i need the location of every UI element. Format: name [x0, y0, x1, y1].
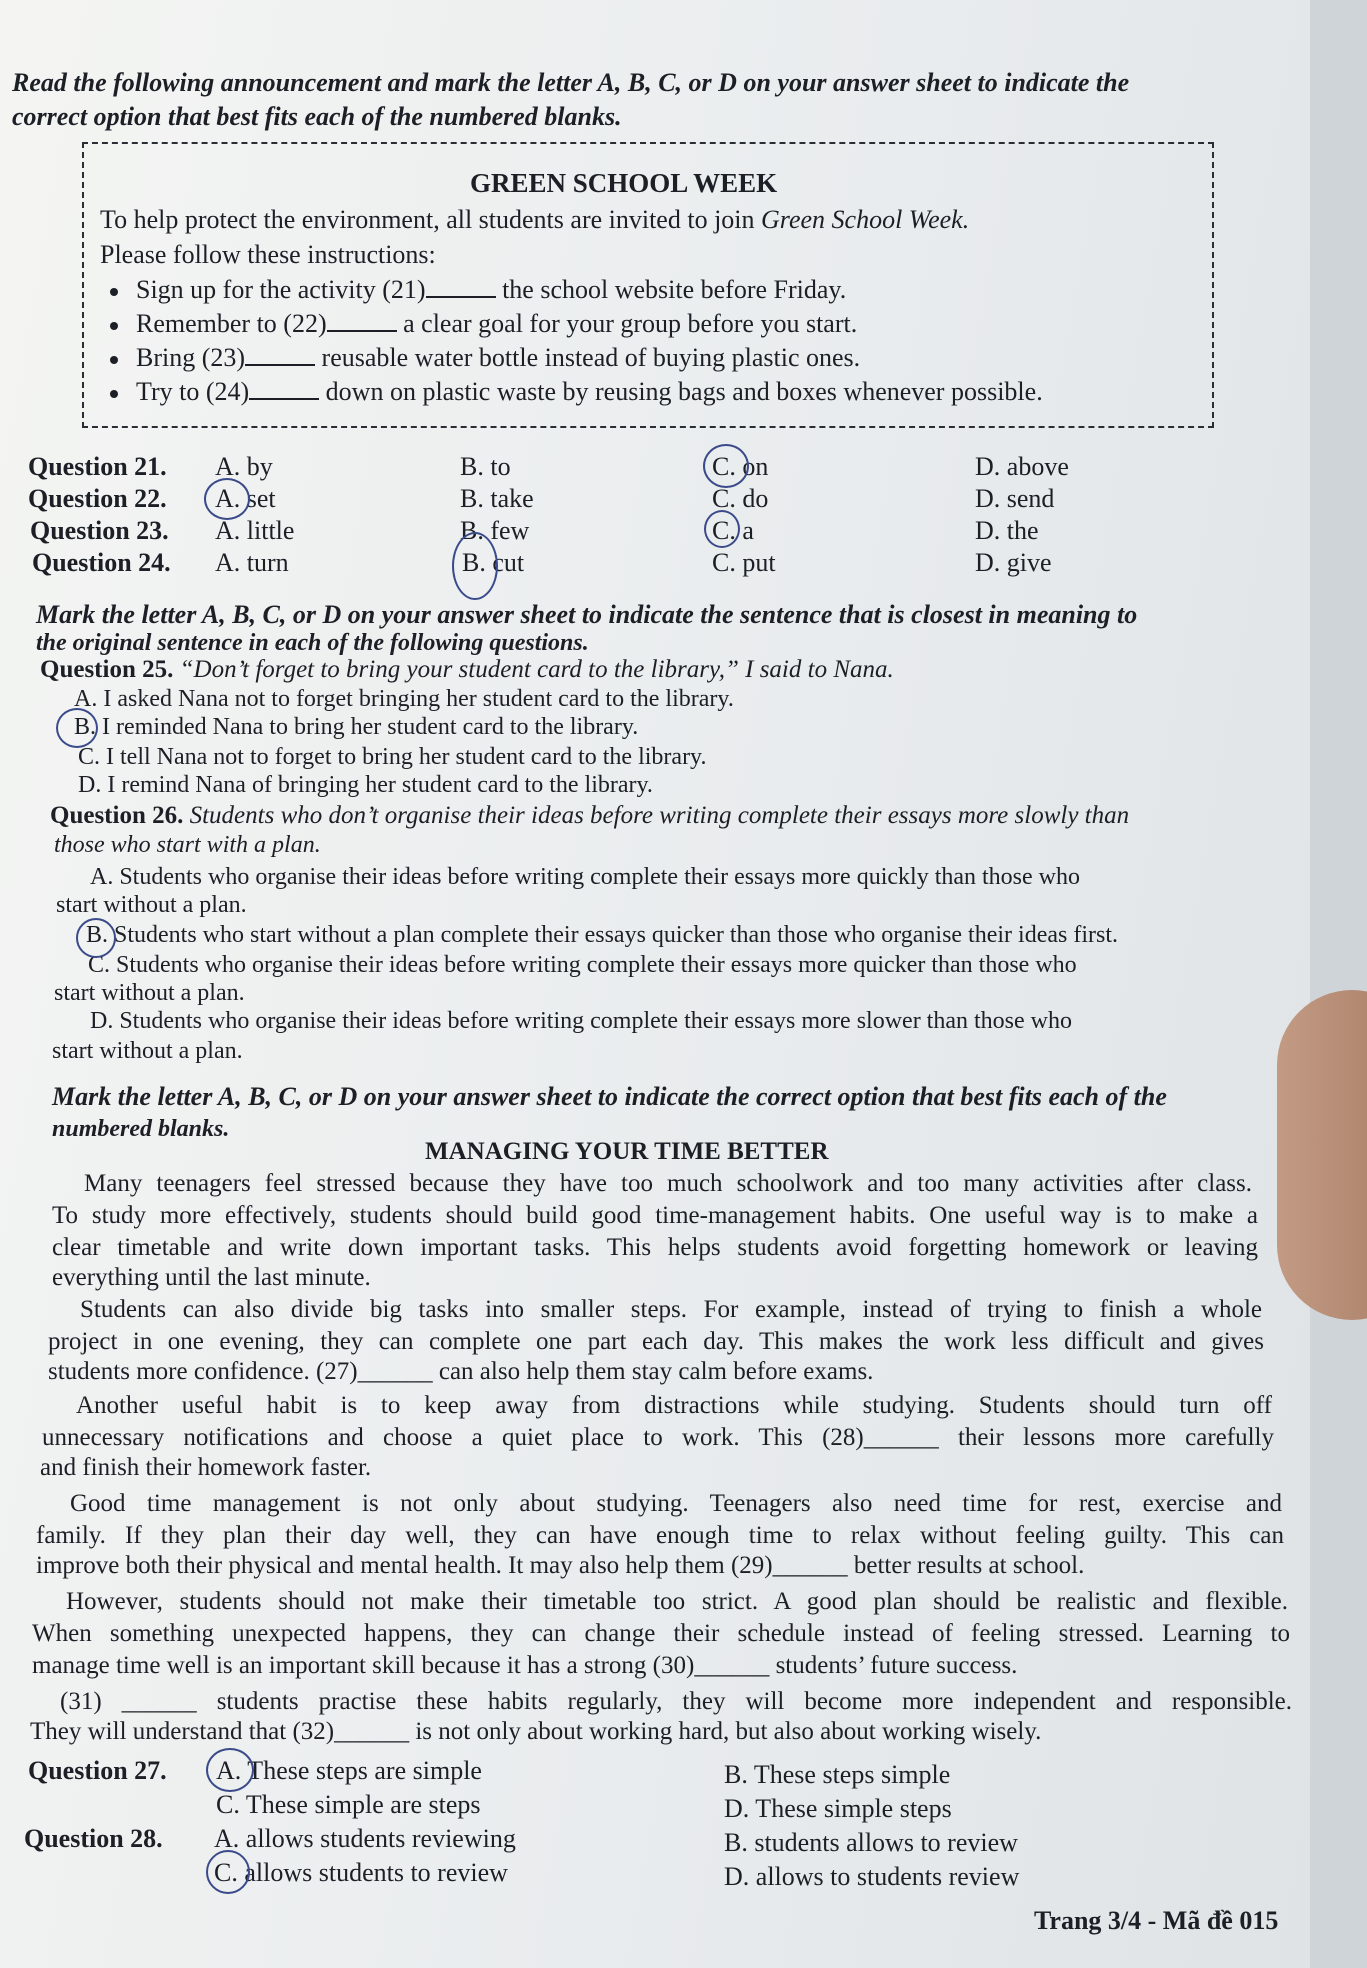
bullet-icon	[110, 356, 118, 364]
option-c[interactable]: C. put	[712, 548, 776, 577]
option-b[interactable]: B. few	[460, 516, 530, 545]
thumb	[1277, 990, 1367, 1320]
instruction-item	[110, 376, 1043, 407]
question-label: Question 24.	[32, 548, 171, 577]
passage-title: MANAGING YOUR TIME BETTER	[425, 1138, 829, 1165]
option-d-cont: start without a plan.	[52, 1038, 243, 1064]
option-a[interactable]: A. I asked Nana not to forget bringing her student card to the library.	[74, 686, 734, 712]
item-text: Remember to (22)	[136, 309, 327, 338]
instruction-item	[110, 308, 857, 339]
announcement-title: GREEN SCHOOL WEEK	[470, 168, 778, 198]
option-b[interactable]: B. Students who start without a plan complete their essays quicker than those who organise their ideas first.	[86, 922, 1119, 948]
option-d[interactable]: D. allows to students review	[724, 1862, 1020, 1891]
passage-line: unnecessary notifications and choose a quiet place to work. This (28)______ their lessons more carefully	[42, 1424, 1274, 1451]
bullet-icon	[110, 322, 118, 330]
option-a[interactable]: A. Students who organise their ideas before writing complete their essays more quickly than those who	[90, 864, 1080, 890]
page-footer: Trang 3/4 - Mã đề 015	[1034, 1906, 1279, 1935]
item-text: reusable water bottle instead of buying plastic ones.	[315, 343, 861, 372]
option-c[interactable]: C. on	[712, 452, 769, 481]
intro-text: To help protect the environment, all students are invited to join	[100, 205, 762, 234]
pen-circle-mark	[206, 1748, 254, 1792]
question-label: Question 28.	[24, 1824, 163, 1853]
option-d[interactable]: D. send	[975, 484, 1055, 513]
passage-line: family. If they plan their day well, they can have enough time to relax without feeling guilty. This can	[36, 1522, 1284, 1549]
instruction-line-2: the original sentence in each of the following questions.	[36, 630, 589, 656]
pen-circle-mark	[703, 444, 749, 488]
bullet-icon	[110, 288, 118, 296]
option-a-cont: start without a plan.	[56, 892, 247, 918]
question-label: Question 25.	[40, 656, 174, 683]
passage-line: (31) ______ students practise these habits regularly, they will become more independent and responsible.	[60, 1688, 1292, 1715]
option-b[interactable]: B. take	[460, 484, 534, 513]
passage-line: manage time well is an important skill because it has a strong (30)______ students’ future success.	[32, 1652, 1018, 1679]
option-c-cont: start without a plan.	[54, 980, 245, 1006]
item-text: Try to (24)	[136, 377, 250, 406]
passage-line: clear timetable and write down important tasks. This helps students avoid forgetting homework or leaving	[52, 1234, 1258, 1261]
option-d[interactable]: D. give	[975, 548, 1052, 577]
passage-line: improve both their physical and mental health. It may also help them (29)______ better results at school.	[36, 1552, 1085, 1579]
passage-line: Another useful habit is to keep away from distractions while studying. Students should turn off	[76, 1392, 1272, 1419]
instruction-line-1: Mark the letter A, B, C, or D on your answer sheet to indicate the correct option that best fits each of the	[52, 1082, 1167, 1111]
option-c[interactable]: C. I tell Nana not to forget to bring her student card to the library.	[78, 744, 707, 770]
passage-line: When something unexpected happens, they can change their schedule instead of feeling stressed. Learning to	[32, 1620, 1290, 1647]
option-b[interactable]: B. I reminded Nana to bring her student card to the library.	[74, 714, 639, 740]
option-d[interactable]: D. above	[975, 452, 1069, 481]
blank	[327, 308, 397, 332]
question-26-stem	[50, 802, 1129, 830]
option-c[interactable]: C. do	[712, 484, 769, 513]
instruction-line-2: numbered blanks.	[52, 1116, 230, 1142]
option-a[interactable]: A. by	[215, 452, 273, 481]
instruction-item	[110, 342, 860, 373]
instruction-line-1: Mark the letter A, B, C, or D on your answer sheet to indicate the sentence that is closest in meaning to	[36, 600, 1138, 629]
question-label: Question 22.	[28, 484, 167, 513]
question-label: Question 27.	[28, 1756, 167, 1785]
question-label: Question 21.	[28, 452, 167, 481]
pen-circle-mark	[206, 1850, 250, 1894]
blank	[426, 274, 496, 298]
instruction-line-1: Read the following announcement and mark the letter A, B, C, or D on your answer sheet to indicate the	[12, 68, 1130, 97]
question-stem: “Don’t forget to bring your student card to the library,” I said to Nana.	[173, 656, 894, 683]
option-c[interactable]: C. Students who organise their ideas before writing complete their essays more quicker than those who	[88, 952, 1077, 978]
passage-line: Good time management is not only about studying. Teenagers also need time for rest, exercise and	[70, 1490, 1282, 1517]
option-b[interactable]: B. These steps simple	[724, 1760, 951, 1789]
question-25-stem	[40, 656, 894, 684]
announcement-follow: Please follow these instructions:	[100, 240, 436, 269]
pen-circle-mark	[76, 918, 116, 958]
passage-line: They will understand that (32)______ is not only about working hard, but also about working wisely.	[30, 1718, 1042, 1745]
question-stem-cont: those who start with a plan.	[54, 832, 321, 858]
question-label: Question 26.	[50, 802, 184, 829]
item-text: the school website before Friday.	[495, 275, 847, 304]
item-text: Bring (23)	[136, 343, 246, 372]
pen-circle-mark	[204, 478, 250, 520]
option-d[interactable]: D. I remind Nana of bringing her student card to the library.	[78, 772, 653, 798]
option-a[interactable]: A. set	[215, 484, 276, 513]
announcement-intro	[100, 205, 969, 235]
instruction-item	[110, 274, 846, 305]
option-b[interactable]: B. cut	[462, 548, 525, 577]
passage-line: To study more effectively, students should build good time-management habits. One useful way is to make a	[52, 1202, 1258, 1229]
option-a[interactable]: A. turn	[215, 548, 289, 577]
intro-event-name: Green School Week.	[761, 205, 970, 234]
option-b[interactable]: B. to	[460, 452, 511, 481]
item-text: Sign up for the activity (21)	[136, 275, 426, 304]
passage-line: everything until the last minute.	[52, 1264, 371, 1291]
bullet-icon	[110, 390, 118, 398]
passage-line: Many teenagers feel stressed because they have too much schoolwork and too many activities after class.	[84, 1170, 1252, 1197]
instruction-line-2: correct option that best fits each of the numbered blanks.	[12, 102, 622, 131]
option-c[interactable]: C. allows students to review	[214, 1858, 508, 1887]
blank	[249, 376, 319, 400]
blank	[245, 342, 315, 366]
option-d[interactable]: D. These simple steps	[724, 1794, 952, 1823]
option-a[interactable]: A. little	[215, 516, 295, 545]
passage-line: project in one evening, they can complete one part each day. This makes the work less difficult and gives	[48, 1328, 1264, 1355]
option-b[interactable]: B. students allows to review	[724, 1828, 1018, 1857]
item-text: a clear goal for your group before you start.	[396, 309, 858, 338]
pen-circle-mark	[56, 708, 98, 748]
option-d[interactable]: D. Students who organise their ideas before writing complete their essays more slower than those who	[90, 1008, 1072, 1034]
item-text: down on plastic waste by reusing bags and boxes whenever possible.	[319, 377, 1043, 406]
option-c[interactable]: C. a	[712, 516, 754, 545]
passage-line: and finish their homework faster.	[40, 1454, 372, 1481]
option-c[interactable]: C. These simple are steps	[216, 1790, 481, 1819]
question-label: Question 23.	[30, 516, 169, 545]
pen-circle-mark	[452, 532, 498, 600]
passage-line: Students can also divide big tasks into smaller steps. For example, instead of trying to finish a whole	[80, 1296, 1262, 1323]
pen-circle-mark	[704, 510, 740, 548]
option-d[interactable]: D. the	[975, 516, 1039, 545]
option-a[interactable]: A. allows students reviewing	[214, 1824, 516, 1853]
question-stem: Students who don’t organise their ideas before writing complete their essays more slowly than	[183, 802, 1130, 829]
passage-line: However, students should not make their timetable too strict. A good plan should be realistic and flexible.	[66, 1588, 1288, 1615]
option-a[interactable]: A. These steps are simple	[216, 1756, 482, 1785]
passage-line: students more confidence. (27)______ can also help them stay calm before exams.	[48, 1358, 874, 1385]
